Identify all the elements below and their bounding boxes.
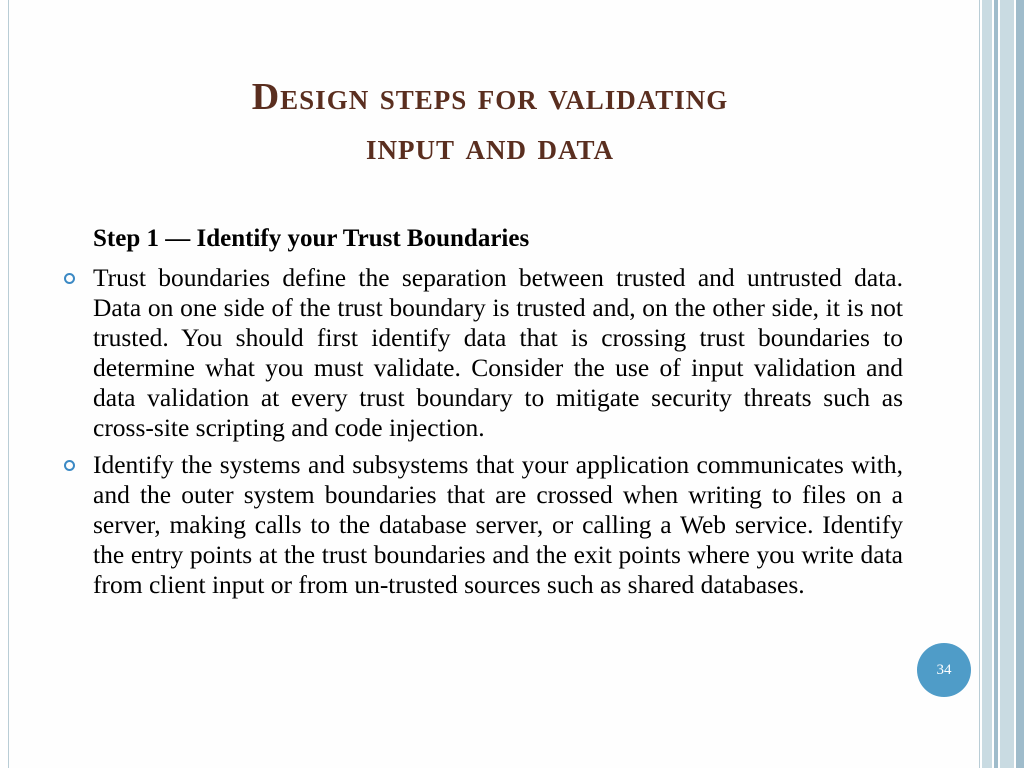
step-heading: Step 1 — Identify your Trust Boundaries xyxy=(93,225,530,252)
title-line-1: Design steps for validating xyxy=(251,76,729,118)
right-border-stripe xyxy=(1000,0,1014,768)
bullet-list xyxy=(60,263,903,607)
bullet-circle-icon xyxy=(64,460,75,471)
right-border-stripe xyxy=(1016,0,1024,768)
bullet-text: Trust boundaries define the separation between trusted and untrusted data. Data on one side of the trust boundary is trusted and, on the other side, it is not trusted. You should first identify data that is crossing trust boundaries to determine what you must validate. Consider the use of input validation and data validation at every trust boundary to mitigate security threats such as cross-site scripting and code injection. xyxy=(93,263,903,442)
bullet-text: Identify the systems and subsystems that your application communicates with, and the outer system boundaries that are crossed when writing to files on a server, making calls to the database server, or calling a Web service. Identify the entry points at the trust boundaries and the exit points where you write data from client input or from un-trusted sources such as shared databases. xyxy=(93,450,903,599)
right-border-stripe xyxy=(994,0,998,768)
title-line-2: input and data xyxy=(366,126,614,168)
page-number: 34 xyxy=(936,661,952,678)
bullet-circle-icon xyxy=(64,273,75,284)
right-border-stripe xyxy=(982,0,992,768)
page-number-badge xyxy=(917,643,971,697)
bullet-item xyxy=(60,263,903,443)
bullet-item xyxy=(60,450,903,600)
slide-title xyxy=(40,72,940,172)
